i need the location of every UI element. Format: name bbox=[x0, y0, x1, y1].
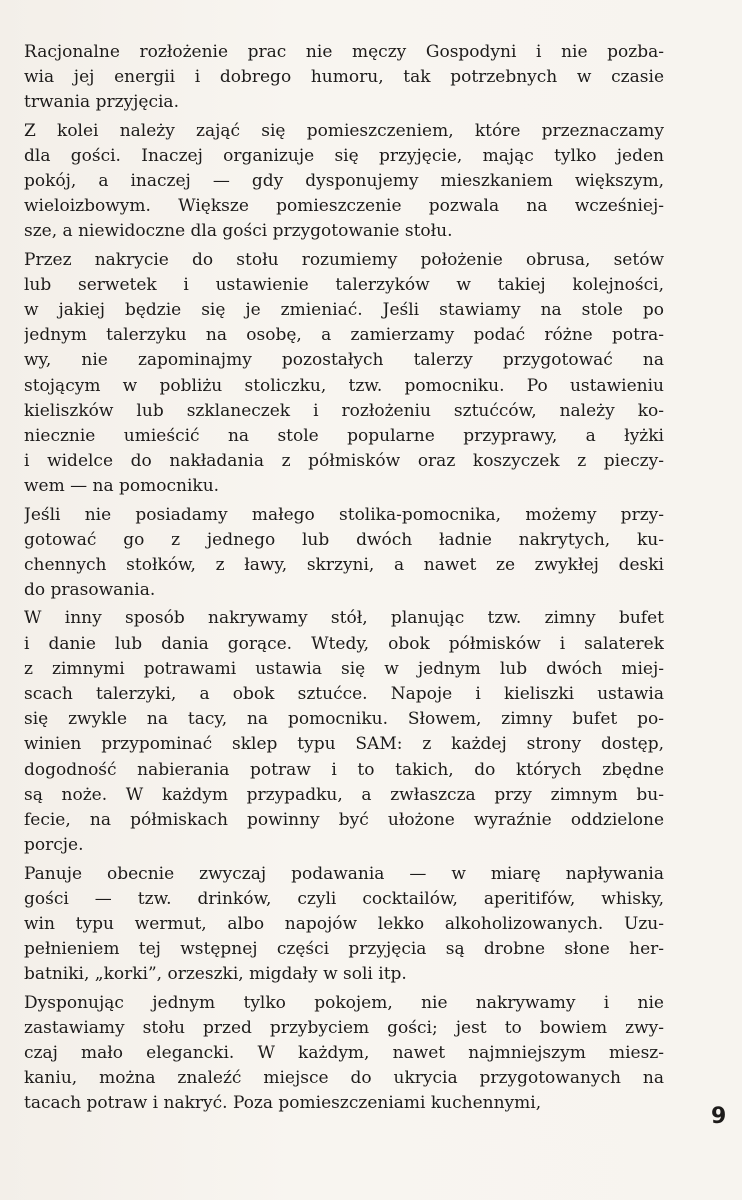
text-line: z zimnymi potrawami ustawia się w jednym lub dwóch miej- bbox=[24, 658, 664, 679]
paragraph bbox=[24, 991, 664, 1117]
text-line: Przez nakrycie do stołu rozumiemy położenie obrusa, setów bbox=[24, 249, 664, 270]
text-line: porcje. bbox=[24, 835, 84, 856]
text-line: gotować go z jednego lub dwóch ładnie nakrytych, ku- bbox=[24, 529, 664, 550]
text-line: batniki, „korki”, orzeszki, migdały w soli itp. bbox=[24, 964, 407, 985]
text-line: do prasowania. bbox=[24, 580, 156, 601]
text-line: pokój, a inaczej — gdy dysponujemy mieszkaniem większym, bbox=[24, 171, 664, 192]
text-line: tacach potraw i nakryć. Poza pomieszczeniami kuchennymi, bbox=[24, 1093, 542, 1114]
text-line: gości — tzw. drinków, czyli cocktailów, aperitifów, whisky, bbox=[24, 888, 664, 909]
text-line: W inny sposób nakrywamy stół, planując tzw. zimny bufet bbox=[24, 608, 664, 629]
text-line: niecznie umieścić na stole popularne przyprawy, a łyżki bbox=[24, 426, 664, 447]
text-line: stojącym w pobliżu stoliczku, tzw. pomocniku. Po ustawieniu bbox=[24, 375, 664, 396]
page-number: 9 bbox=[711, 1104, 727, 1129]
paragraph bbox=[24, 862, 664, 988]
paragraph bbox=[24, 40, 664, 116]
text-line: sze, a niewidoczne dla gości przygotowanie stołu. bbox=[24, 221, 453, 242]
paragraph bbox=[24, 119, 664, 245]
paragraph bbox=[24, 606, 664, 858]
text-line: Z kolei należy zająć się pomieszczeniem, które przeznaczamy bbox=[24, 120, 664, 141]
text-line: Panuje obecnie zwyczaj podawania — w miarę napływania bbox=[24, 863, 664, 884]
text-line: Jeśli nie posiadamy małego stolika-pomocnika, możemy przy- bbox=[24, 504, 664, 525]
text-line: się zwykle na tacy, na pomocniku. Słowem, zimny bufet po- bbox=[24, 709, 664, 730]
text-line: win typu wermut, albo napojów lekko alkoholizowanych. Uzu- bbox=[24, 913, 664, 934]
text-line: trwania przyjęcia. bbox=[24, 92, 179, 113]
text-line: lub serwetek i ustawienie talerzyków w takiej kolejności, bbox=[24, 274, 664, 295]
text-line: i danie lub dania gorące. Wtedy, obok półmisków i salaterek bbox=[24, 633, 664, 654]
text-line: wia jej energii i dobrego humoru, tak potrzebnych w czasie bbox=[24, 67, 664, 88]
text-line: czaj mało elegancki. W każdym, nawet najmniejszym miesz- bbox=[24, 1042, 664, 1063]
paragraph bbox=[24, 248, 664, 500]
paragraph bbox=[24, 503, 664, 604]
text-line: fecie, na półmiskach powinny być ułożone wyraźnie oddzielone bbox=[24, 810, 664, 831]
text-line: wieloizbowym. Większe pomieszczenie pozwala na wcześniej- bbox=[24, 196, 664, 217]
text-line: wy, nie zapominajmy pozostałych talerzy przygotować na bbox=[24, 350, 664, 371]
text-line: Dysponując jednym tylko pokojem, nie nakrywamy i nie bbox=[24, 992, 664, 1013]
text-line: kieliszków lub szklaneczek i rozłożeniu sztućców, należy ko- bbox=[24, 400, 664, 421]
text-line: winien przypominać sklep typu SAM: z każdej strony dostęp, bbox=[24, 734, 664, 755]
text-line: Racjonalne rozłożenie prac nie męczy Gospodyni i nie pozba- bbox=[24, 42, 664, 62]
text-line: kaniu, można znaleźć miejsce do ukrycia przygotowanych na bbox=[24, 1068, 664, 1089]
text-line: dogodność nabierania potraw i to takich, do których zbędne bbox=[24, 759, 664, 780]
text-line: w jakiej będzie się je zmieniać. Jeśli stawiamy na stole po bbox=[24, 300, 664, 321]
body-text bbox=[24, 40, 664, 1120]
text-line: scach talerzyki, a obok sztućce. Napoje i kieliszki ustawia bbox=[24, 684, 664, 705]
text-line: wem — na pomocniku. bbox=[24, 476, 220, 497]
text-line: są noże. W każdym przypadku, a zwłaszcza przy zimnym bu- bbox=[24, 784, 664, 805]
text-line: jednym talerzyku na osobę, a zamierzamy podać różne potra- bbox=[24, 325, 664, 346]
text-line: pełnieniem tej wstępnej części przyjęcia są drobne słone her- bbox=[24, 939, 664, 960]
text-line: chennych stołków, z ławy, skrzyni, a nawet ze zwykłej deski bbox=[24, 555, 664, 576]
text-line: i widelce do nakładania z półmisków oraz koszyczek z pieczy- bbox=[24, 451, 664, 472]
text-line: zastawiamy stołu przed przybyciem gości; jest to bowiem zwy- bbox=[24, 1017, 664, 1038]
text-line: dla gości. Inaczej organizuje się przyjęcie, mając tylko jeden bbox=[24, 145, 664, 166]
